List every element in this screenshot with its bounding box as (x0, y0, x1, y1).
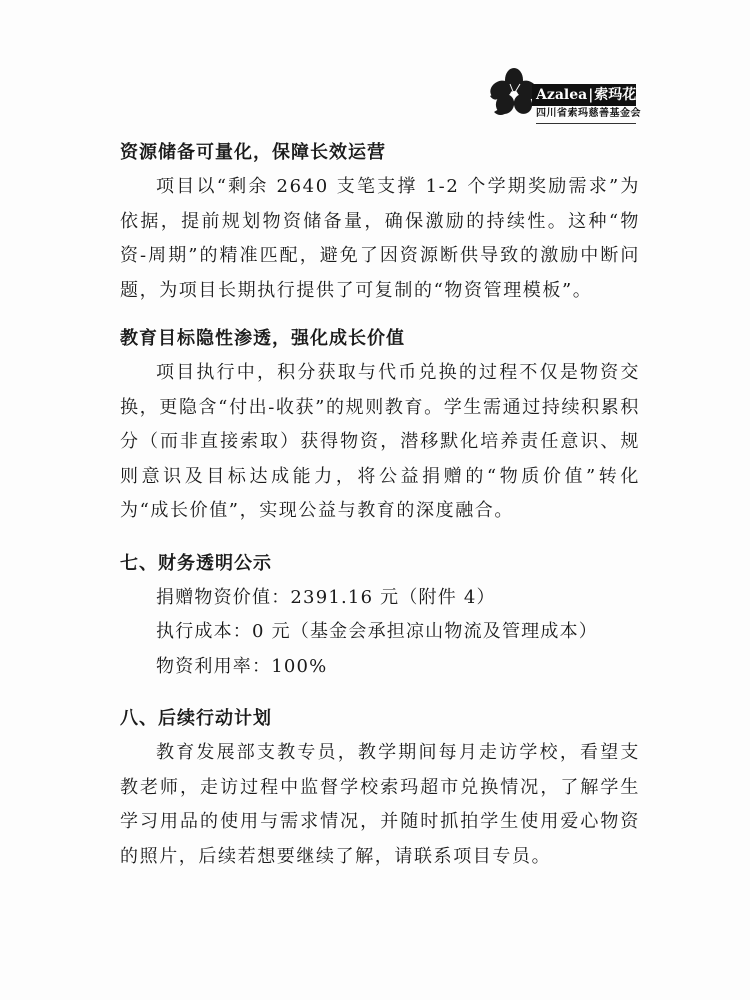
section-heading-resource: 资源储备可量化，保障长效运营 (120, 142, 386, 163)
finance-line-execution-cost: 执行成本：0 元（基金会承担凉山物流及管理成本） (156, 621, 598, 642)
document-body (120, 136, 640, 874)
logo-org-name: 四川省索玛慈善基金会 (536, 108, 641, 119)
section-heading-finance: 七、财务透明公示 (120, 552, 272, 574)
foundation-logo (486, 66, 641, 124)
logo-brand-cn: 索玛花 (594, 87, 636, 103)
section-heading-education: 教育目标隐性渗透，强化成长价值 (120, 328, 405, 349)
finance-line-donation-value: 捐赠物资价值：2391.16 元（附件 4） (156, 586, 496, 608)
logo-brand-en: Azalea (536, 87, 588, 103)
paragraph-resource: 项目以“剩余 2640 支笔支撑 1-2 个学期奖励需求”为依据，提前规划物资储备量，确保激励的持续性。这种“物资-周期”的精准匹配，避免了因资源断供导致的激励中断问题，为项目长期执行提供了可复制的“物资管理模板”。 (120, 176, 640, 301)
paragraph-plan: 教育发展部支教专员，教学期间每月走访学校，看望支教老师，走访过程中监督学校索玛超市兑换情况，了解学生学习用品的使用与需求情况，并随时抓拍学生使用爱心物资的照片，后续若想要继续了解，请联系项目专员。 (120, 742, 640, 867)
logo-underline (536, 123, 636, 124)
finance-line-utilization-rate: 物资利用率：100% (156, 655, 328, 677)
logo-brand-band: Azalea|索玛花 (532, 84, 636, 106)
section-heading-plan: 八、后续行动计划 (120, 708, 272, 729)
paragraph-education: 项目执行中，积分获取与代币兑换的过程不仅是物资交换，更隐含“付出-收获”的规则教育。学生需通过持续积累积分（而非直接索取）获得物资，潜移默化培养责任意识、规则意识及目标达成能力，将公益捐赠的“物质价值”转化为“成长价值”，实现公益与教育的深度融合。 (120, 362, 640, 521)
